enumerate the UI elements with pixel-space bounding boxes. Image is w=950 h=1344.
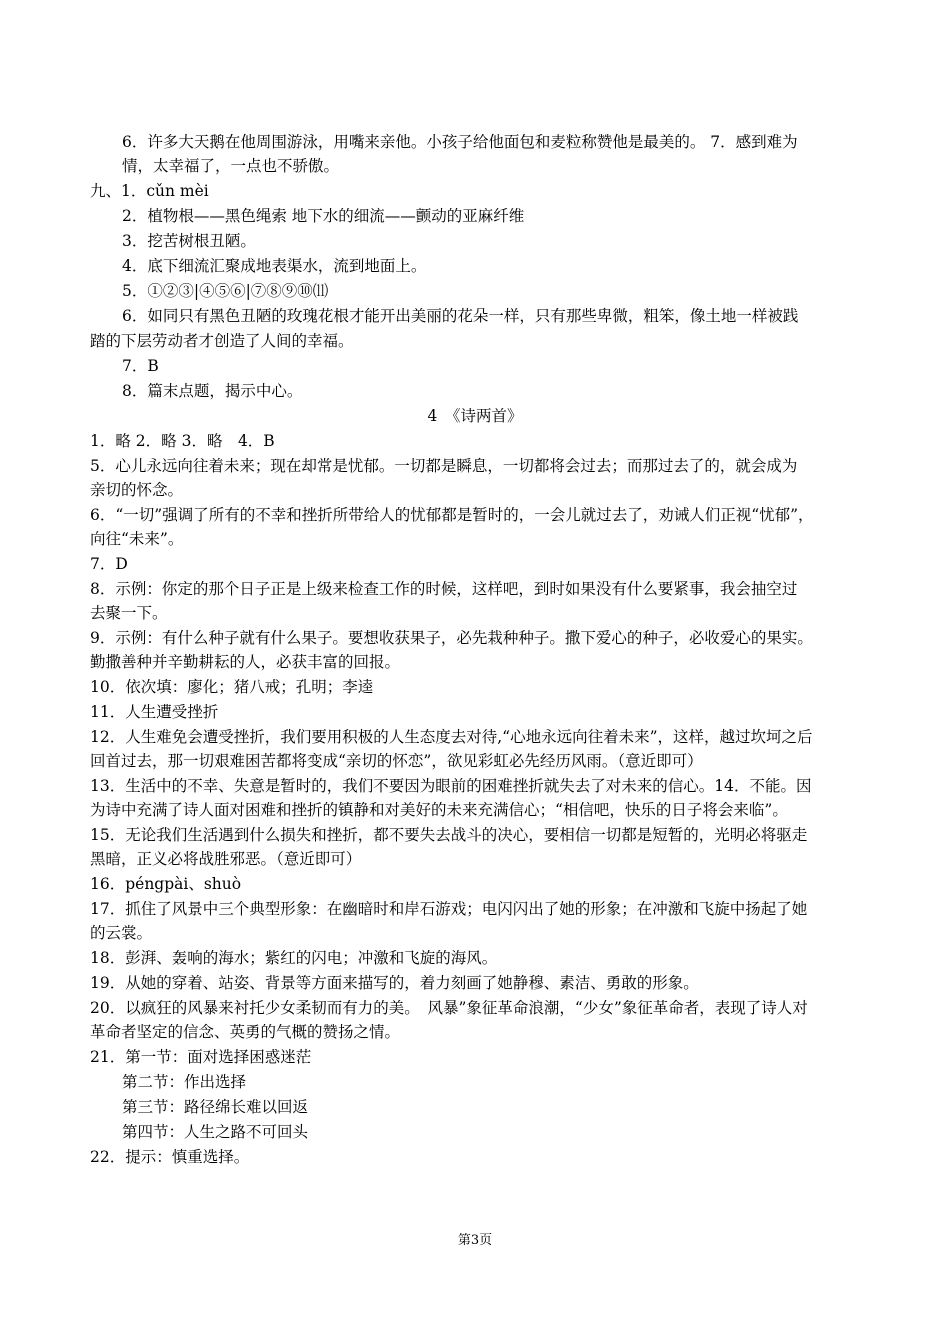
text-line: 3．挖苦树根丑陋。 xyxy=(122,232,256,250)
text-line: 去聚一下。 xyxy=(90,604,168,622)
text-line: 情，太幸福了，一点也不骄傲。 xyxy=(122,157,340,175)
text-line: 5．①②③|④⑤⑥|⑦⑧⑨⑩⑾ xyxy=(122,282,329,300)
text-line: 6．许多大天鹅在他周围游泳，用嘴来亲他。小孩子给他面包和麦粒称赞他是最美的。 7．感到难为 xyxy=(122,133,798,151)
text-line: 21．第一节：面对选择困惑迷茫 xyxy=(90,1048,312,1066)
text-line: 6．“一切”强调了所有的不幸和挫折所带给人的忧郁都是暂时的，一会儿就过去了，劝诫人们正视“忧郁”， xyxy=(90,506,814,524)
text-line: 4．底下细流汇聚成地表渠水，流到地面上。 xyxy=(122,257,427,275)
text-line: 15．无论我们生活遇到什么损失和挫折，都不要失去战斗的决心，要相信一切都是短暂的，光明必将驱走 xyxy=(90,826,808,844)
text-line: 革命者坚定的信念、英勇的气概的赞扬之情。 xyxy=(90,1023,401,1041)
page-number: 第3页 xyxy=(457,1233,493,1248)
text-line: 22．提示：慎重选择。 xyxy=(90,1148,250,1166)
text-line: 19．从她的穿着、站姿、背景等方面来描写的，着力刻画了她静穆、素洁、勇敢的形象。 xyxy=(90,974,699,992)
text-line: 8．篇末点题，揭示中心。 xyxy=(122,382,303,400)
text-line: 5．心儿永远向往着未来；现在却常是忧郁。一切都是瞬息，一切都将会过去；而那过去了的，就会成为 xyxy=(90,457,798,475)
text-line: 为诗中充满了诗人面对困难和挫折的镇静和对美好的未来充满信心；“相信吧，快乐的日子将会来临”。 xyxy=(90,801,788,819)
text-line: 亲切的怀念。 xyxy=(90,481,184,499)
text-line: 8．示例：你定的那个日子正是上级来检查工作的时候，这样吧，到时如果没有什么要紧事，我会抽空过 xyxy=(90,580,798,598)
text-line: 11．人生遭受挫折 xyxy=(90,703,219,721)
text-line: 20．以疯狂的风暴来衬托少女柔韧而有力的美。 风暴”象征革命浪潮，“少女”象征革命者，表现了诗人对 xyxy=(90,999,808,1017)
text-line: 7．D xyxy=(90,555,128,573)
section-heading: 4 《诗两首》 xyxy=(427,407,523,425)
text-line: 9．示例：有什么种子就有什么果子。要想收获果子，必先栽种种子。撒下爱心的种子，必收爱心的果实。 xyxy=(90,629,813,647)
text-line: 回首过去，那一切艰难困苦都将变成“亲切的怀恋”，欲见彩虹必先经历风雨。（意近即可） xyxy=(90,752,703,770)
text-line: 的云裳。 xyxy=(90,924,153,942)
text-line: 2．植物根——黑色绳索 地下水的细流——颤动的亚麻纤维 xyxy=(122,207,525,225)
text-line: 18．彭湃、轰响的海水；紫红的闪电；冲激和飞旋的海风。 xyxy=(90,949,498,967)
text-line: 九、1．cǔn mèi xyxy=(90,182,209,200)
text-line: 第二节：作出选择 xyxy=(122,1073,247,1091)
text-line: 勤撒善种并辛勤耕耘的人，必获丰富的回报。 xyxy=(90,653,401,671)
text-line: 13．生活中的不幸、失意是暂时的，我们不要因为眼前的困难挫折就失去了对未来的信心。14．不能。因 xyxy=(90,777,812,795)
text-line: 17．抓住了风景中三个典型形象：在幽暗时和岸石游戏；电闪闪出了她的形象；在冲激和飞旋中扬起了她 xyxy=(90,900,808,918)
text-line: 12．人生难免会遭受挫折，我们要用积极的人生态度去对待,“心地永远向往着未来”，这样，越过坎坷之后 xyxy=(90,728,813,746)
text-line: 第四节：人生之路不可回头 xyxy=(122,1123,309,1141)
text-line: 6．如同只有黑色丑陋的玫瑰花根才能开出美丽的花朵一样，只有那些卑微，粗笨，像土地一样被践 xyxy=(122,307,799,325)
text-line: 10．依次填：廖化；猪八戒；孔明；李逵 xyxy=(90,678,374,696)
text-line: 黑暗，正义必将战胜邪恶。（意近即可） xyxy=(90,850,362,868)
text-line: 1．略 2．略 3．略 4．B xyxy=(90,432,275,450)
text-line: 16．péngpài、shuò xyxy=(90,875,242,893)
text-line: 第三节：路径绵长难以回返 xyxy=(122,1098,309,1116)
text-line: 踏的下层劳动者才创造了人间的幸福。 xyxy=(90,332,354,350)
text-line: 向往“未来”。 xyxy=(90,530,184,548)
text-line: 7．B xyxy=(122,357,159,375)
